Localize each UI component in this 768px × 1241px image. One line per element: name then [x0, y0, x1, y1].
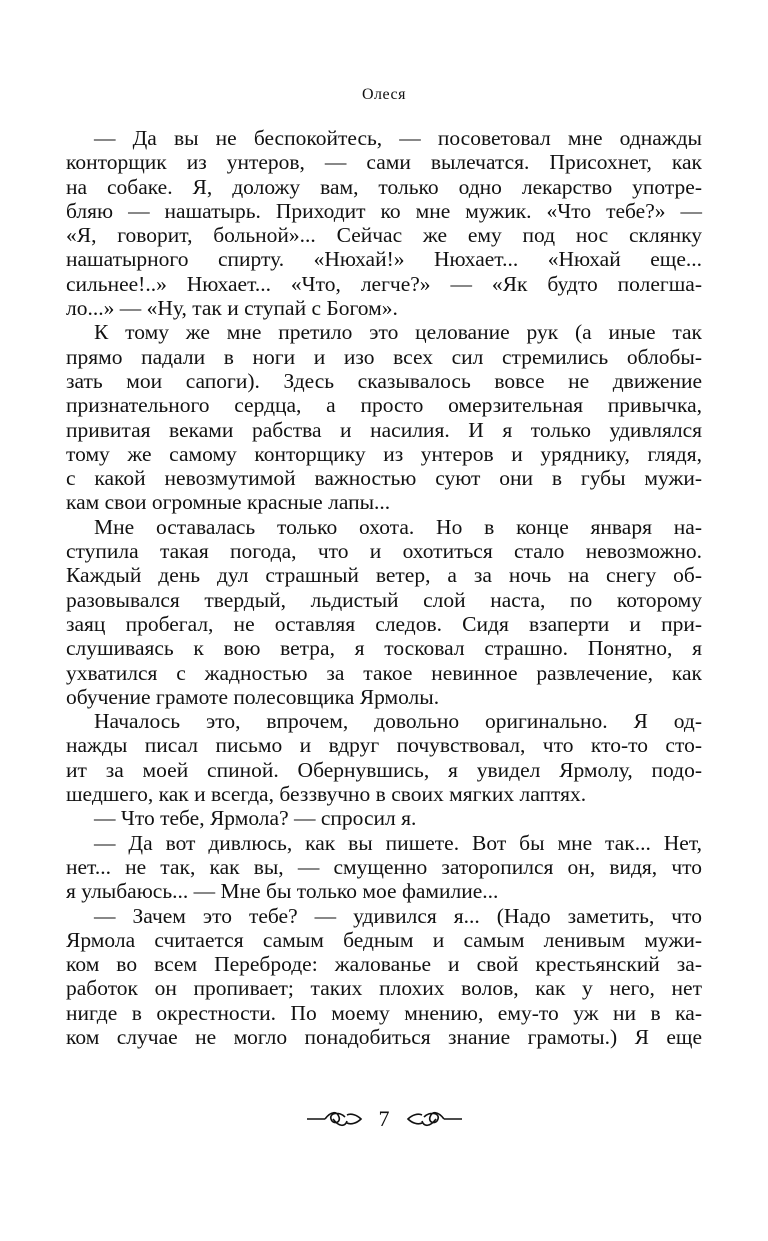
text-line: нажды писал письмо и вдруг почувствовал, что кто-то сто-: [66, 733, 702, 758]
paragraph: [66, 126, 702, 320]
text-line: на собаке. Я, доложу вам, только одно лекарство употре-: [66, 174, 702, 199]
text-line: К тому же мне претило это целование рук (а иные так: [94, 320, 702, 345]
text-line: прямо падали в ноги и изо всех сил стремились облобы-: [66, 344, 702, 369]
text-line: шедшего, как и всегда, беззвучно в своих мягких лаптях.: [66, 782, 587, 807]
text-line: ступила такая погода, что и охотиться стало невозможно.: [66, 539, 702, 564]
text-line: тому же самому конторщику из унтеров и уряднику, глядя,: [66, 441, 702, 466]
text-line: работок он пропивает; таких плохих волов, как у него, нет: [66, 976, 702, 1001]
text-line: признательного сердца, а просто омерзительная привычка,: [66, 393, 702, 418]
paragraph: [66, 806, 702, 830]
text-line: нашатырного спирту. «Нюхай!» Нюхает... «Нюхай еще...: [66, 247, 702, 272]
text-line: зать мои сапоги). Здесь сказывалось вовсе не движение: [66, 368, 702, 393]
text-line: Мне оставалась только охота. Но в конце января на-: [94, 514, 702, 539]
text-line: привитая веками рабства и насилия. И я только удивлялся: [66, 417, 702, 442]
paragraph: [66, 904, 702, 1050]
page-number: 7: [378, 1106, 390, 1131]
text-line: кам свои огромные красные лапы...: [66, 490, 391, 515]
text-line: нигде в окрестности. По моему мнению, ему-то уж ни в ка-: [66, 1000, 702, 1025]
text-line: сильнее!..» Нюхает... «Что, легче?» — «Як будто полегша-: [66, 271, 702, 296]
text-line: ком случае не могло понадобиться знание грамоты.) Я еще: [66, 1024, 702, 1049]
text-line: разовывался твердый, льдистый слой наста, по которому: [66, 587, 702, 612]
text-line: ком во всем Переброде: жалованье и свой крестьянский за-: [66, 952, 702, 977]
text-line: ухватился с жадностью за такое невинное развлечение, как: [66, 660, 702, 685]
text-line: Ярмола считается самым бедным и самым ленивым мужи-: [66, 927, 702, 952]
text-line: обучение грамоте полесовщика Ярмолы.: [66, 684, 440, 709]
text-line: Началось это, впрочем, довольно оригинально. Я од-: [94, 709, 702, 734]
text-line: — Да вот дивлюсь, как вы пишете. Вот бы мне так... Нет,: [94, 830, 702, 855]
text-line: заяц пробегал, не оставляя следов. Сидя взаперти и при-: [66, 611, 702, 636]
text-line: бляю — нашатырь. Приходит ко мне мужик. «Что тебе?» —: [66, 198, 702, 223]
text-line: нет... не так, как вы, — смущенно заторопился он, видя, что: [66, 854, 702, 879]
text-line: ит за моей спиной. Обернувшись, я увидел Ярмолу, подо-: [66, 757, 702, 782]
paragraph: [66, 709, 702, 806]
text-line: Каждый день дул страшный ветер, а за ночь на снегу об-: [66, 563, 702, 588]
paragraph: [66, 831, 702, 904]
page-footer: [0, 1106, 768, 1132]
text-line: я улыбаюсь... — Мне бы только мое фамилие...: [66, 879, 499, 904]
text-line: «Я, говорит, больной»... Сейчас же ему под нос склянку: [66, 223, 702, 248]
text-line: слушиваясь к вою ветра, я тосковал страшно. Понятно, я: [66, 636, 702, 661]
text-line: с какой невозмутимой важностью суют они в губы мужи-: [66, 466, 702, 491]
paragraph: [66, 320, 702, 514]
ornament-right-icon: [404, 1109, 464, 1129]
page-body-text: [66, 126, 702, 1049]
text-line: конторщик из унтеров, — сами вылечатся. Присохнет, как: [66, 150, 702, 175]
ornament-left-icon: [305, 1109, 365, 1129]
text-line: — Да вы не беспокойтесь, — посоветовал мне однажды: [94, 126, 702, 150]
text-line: ло...» — «Ну, так и ступай с Богом».: [66, 296, 398, 321]
text-line: — Зачем это тебе? — удивился я... (Надо заметить, что: [94, 903, 702, 928]
paragraph: [66, 515, 702, 709]
running-header: Олеся: [362, 86, 406, 103]
text-line: — Что тебе, Ярмола? — спросил я.: [94, 806, 417, 831]
